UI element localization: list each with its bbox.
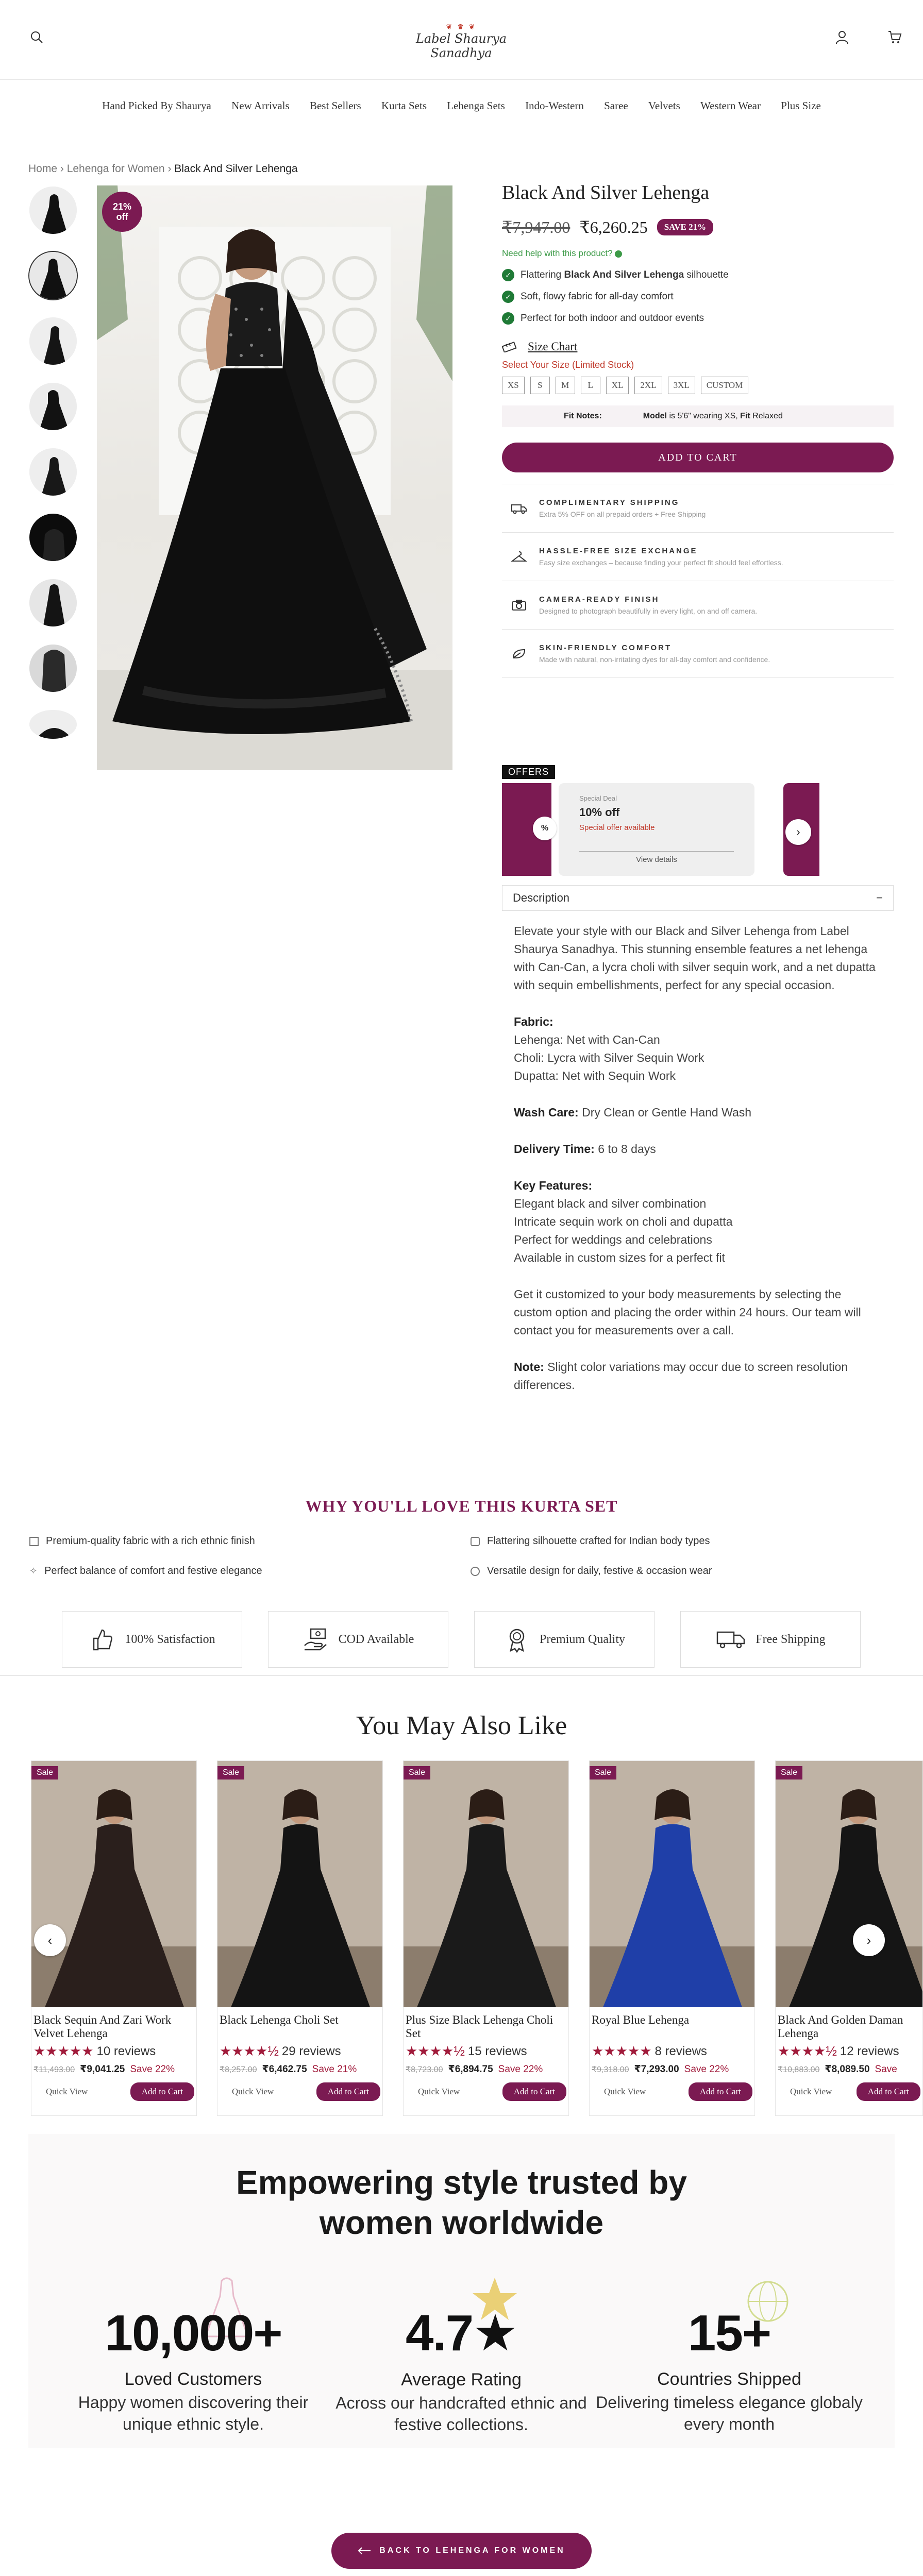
check-icon: ✓: [502, 269, 514, 281]
card-add-to-cart-button[interactable]: Add to Cart: [689, 2082, 752, 2101]
nav-item[interactable]: Kurta Sets: [381, 99, 427, 112]
card-original-price: ₹10,883.00: [778, 2065, 820, 2074]
why-love-text: Versatile design for daily, festive & occasion wear: [487, 1565, 712, 1577]
search-icon[interactable]: [29, 30, 45, 45]
cart-icon[interactable]: [887, 30, 903, 45]
fit-notes-fit: Fit: [740, 412, 750, 420]
sale-price: ₹6,260.25: [579, 218, 648, 236]
key-feature-line: Available in custom sizes for a perfect fit: [514, 1251, 725, 1264]
thumbs-up-icon: [89, 1626, 115, 1653]
quick-view-button[interactable]: Quick View: [232, 2087, 274, 2096]
stat-block: [595, 2304, 863, 2435]
perk-item: [502, 630, 894, 678]
breadcrumb-category[interactable]: Lehenga for Women: [66, 163, 165, 175]
product-card[interactable]: [775, 1760, 923, 2116]
stat-number: 10,000+: [105, 2304, 282, 2361]
logo-crown: ❦ ♛ ❦: [446, 23, 477, 31]
review-count: 29 reviews: [281, 2044, 341, 2058]
stat-block: [327, 2304, 595, 2435]
size-chart-label: Size Chart: [528, 340, 578, 353]
perk-title: HASSLE-FREE SIZE EXCHANGE: [539, 547, 698, 555]
discount-badge: [102, 192, 142, 232]
offer-title: 10% off: [579, 806, 620, 819]
nav-item[interactable]: Velvets: [648, 99, 680, 112]
nav-item[interactable]: Indo-Western: [525, 99, 584, 112]
offers-tag: OFFERS: [502, 765, 555, 779]
why-love-text: Perfect balance of comfort and festive elegance: [44, 1565, 262, 1577]
review-count: 8 reviews: [655, 2044, 707, 2058]
whatsapp-icon: [615, 250, 622, 258]
globe-icon: [471, 1567, 480, 1576]
trust-label: COD Available: [338, 1632, 414, 1646]
stat-subtitle: Delivering timeless elegance globaly every month: [596, 2393, 863, 2433]
why-love-text: Premium-quality fabric with a rich ethnic finish: [46, 1535, 255, 1547]
fabric-block: [514, 1013, 882, 1085]
size-option-custom[interactable]: CUSTOM: [701, 377, 749, 394]
card-sale-price: ₹6,462.75: [262, 2064, 307, 2075]
product-card-rating: [217, 2043, 382, 2059]
stat-subtitle: Across our handcrafted ethnic and festive collections.: [335, 2394, 587, 2434]
original-price: ₹7,947.00: [502, 218, 570, 236]
breadcrumb-separator: ›: [57, 163, 67, 175]
logo-text: Label Shaurya Sanadhya: [415, 31, 507, 60]
perk-subtitle: Easy size exchanges – because finding your perfect fit should feel effortless.: [539, 558, 783, 567]
feature-text: silhouette: [684, 269, 729, 280]
sale-badge: Sale: [31, 1766, 58, 1780]
perk-title: CAMERA-READY FINISH: [539, 595, 660, 604]
product-card-name[interactable]: Plus Size Black Lehenga Choli Set: [406, 2013, 553, 2040]
section-divider: [0, 1675, 923, 1676]
stat-label: Average Rating: [401, 2370, 522, 2389]
card-save-label: Save 22%: [684, 2063, 729, 2075]
rating-stars: ★★★★½: [220, 2043, 279, 2059]
sale-badge: Sale: [776, 1766, 802, 1780]
sale-badge: Sale: [217, 1766, 244, 1780]
rating-stars: ★★★★★: [33, 2043, 94, 2059]
help-link[interactable]: [502, 248, 894, 259]
collapse-icon[interactable]: −: [876, 891, 883, 904]
card-save-label: Save 22%: [130, 2063, 175, 2075]
perk-title: COMPLIMENTARY SHIPPING: [539, 498, 680, 507]
check-icon: ✓: [502, 312, 514, 325]
stats-title: [28, 2162, 895, 2243]
offers-section: [502, 765, 894, 879]
arrow-left-icon: [358, 2547, 371, 2554]
card-save-label: Save 22%: [498, 2063, 543, 2075]
fit-notes-label: Fit Notes:: [564, 412, 602, 420]
product-card-name[interactable]: Royal Blue Lehenga: [592, 2013, 690, 2026]
fabric-line: Dupatta: Net with Sequin Work: [514, 1069, 676, 1082]
wash-care: [514, 1104, 882, 1122]
nav-item[interactable]: Lehenga Sets: [447, 99, 505, 112]
card-sale-price: ₹7,293.00: [634, 2064, 679, 2075]
breadcrumb-separator: ›: [164, 163, 175, 175]
product-card-rating: [776, 2043, 922, 2059]
breadcrumb: [28, 163, 298, 175]
product-card-image[interactable]: [217, 1761, 382, 2007]
medal-icon: [504, 1626, 530, 1653]
size-option-xl[interactable]: XL: [606, 377, 629, 394]
feature-text: Soft, flowy fabric for all-day comfort: [521, 291, 674, 302]
product-card-price: [776, 2059, 922, 2075]
nav-item[interactable]: Saree: [604, 99, 628, 112]
fit-notes-fit-value: Relaxed: [750, 412, 783, 420]
why-love-item: [29, 1565, 262, 1577]
product-card-price: [590, 2059, 754, 2075]
product-title: Black And Silver Lehenga: [502, 182, 710, 204]
fabric-icon: [29, 1537, 39, 1546]
sale-badge: Sale: [404, 1766, 430, 1780]
stat-block: [59, 2304, 327, 2435]
delivery-truck-icon: [715, 1628, 746, 1651]
discount-badge-value: 21%: [112, 201, 132, 212]
description-header[interactable]: [502, 885, 894, 911]
product-card-actions: [590, 2075, 754, 2101]
card-save-label: Save 21%: [312, 2063, 357, 2075]
quick-view-button[interactable]: Quick View: [790, 2087, 832, 2096]
note-text: Slight color variations may occur due to screen resolution differences.: [514, 1360, 848, 1392]
key-feature-line: Intricate sequin work on choli and dupatta: [514, 1215, 733, 1228]
description-intro: Elevate your style with our Black and Silver Lehenga from Label Shaurya Sanadhya. This stunning ensemble features a net lehenga with Can-Can, a lycra choli with silver sequin work, and a net dupatta with sequin embellishments, perfect for any special occasion.: [514, 924, 876, 992]
size-option-l[interactable]: L: [581, 377, 600, 394]
product-card[interactable]: [217, 1760, 383, 2116]
why-love-title: WHY YOU'LL LOVE THIS KURTA SET: [305, 1497, 618, 1515]
product-card-rating: [590, 2043, 754, 2059]
key-features-block: [514, 1177, 882, 1267]
stat-number: 15+: [687, 2304, 771, 2361]
quick-view-button[interactable]: Quick View: [604, 2087, 646, 2096]
hanger-icon: [511, 551, 527, 563]
trust-badge: [62, 1611, 242, 1668]
stat-label: Loved Customers: [124, 2369, 262, 2389]
feature-item: [502, 269, 894, 281]
product-card-actions: [776, 2075, 922, 2101]
customization-text: Get it customized to your body measurements by selecting the custom option and placing the order within 24 hours. Our team will contact you for measurements over a call.: [514, 1287, 861, 1337]
product-card-image[interactable]: [776, 1761, 922, 2007]
nav-item[interactable]: Plus Size: [781, 99, 821, 112]
product-card-actions: [217, 2075, 382, 2101]
site-logo[interactable]: [389, 23, 533, 59]
stat-label: Countries Shipped: [657, 2369, 801, 2389]
perk-item: [502, 581, 894, 630]
fit-notes-detail: is 5'6" wearing XS,: [667, 412, 741, 420]
camera-icon: [511, 599, 527, 612]
stats-section: [28, 2134, 895, 2448]
trust-label: Premium Quality: [540, 1632, 625, 1646]
stat-subtitle: Happy women discovering their unique ethnic style.: [78, 2393, 309, 2433]
size-options: [502, 377, 894, 394]
back-to-collection-button[interactable]: [331, 2533, 592, 2569]
thumbnail-list: [28, 185, 80, 756]
size-chart-link[interactable]: [502, 340, 894, 353]
delivery-time-value: 6 to 8 days: [594, 1142, 656, 1156]
product-card-price: [31, 2059, 196, 2075]
card-add-to-cart-button[interactable]: Add to Cart: [130, 2082, 194, 2101]
sale-badge: Sale: [590, 1766, 616, 1780]
product-card[interactable]: [589, 1760, 755, 2116]
perk-subtitle: Extra 5% OFF on all prepaid orders + Free Shipping: [539, 510, 706, 518]
feature-list: [502, 269, 894, 325]
stats-title-line: Empowering style trusted by: [236, 2164, 687, 2201]
offer-subtitle: Special offer available: [579, 823, 655, 832]
account-icon[interactable]: [835, 30, 850, 45]
size-option-xs[interactable]: XS: [502, 377, 525, 394]
breadcrumb-current: Black And Silver Lehenga: [174, 163, 298, 175]
rating-stars: ★★★★½: [778, 2043, 837, 2059]
nav-item[interactable]: New Arrivals: [231, 99, 290, 112]
save-badge: SAVE 21%: [657, 219, 713, 235]
product-card-name[interactable]: Black And Golden Daman Lehenga: [778, 2013, 903, 2040]
sparkle-icon: ✧: [29, 1566, 38, 1576]
rating-stars: ★★★★★: [592, 2043, 652, 2059]
product-card[interactable]: [403, 1760, 569, 2116]
perk-title: SKIN-FRIENDLY COMFORT: [539, 643, 672, 652]
size-option-3xl[interactable]: 3XL: [668, 377, 695, 394]
product-thumbnail[interactable]: [28, 382, 78, 431]
product-card-image[interactable]: [590, 1761, 754, 2007]
discount-badge-suffix: off: [116, 212, 128, 222]
fit-notes: [502, 405, 894, 427]
why-love-item: [29, 1535, 255, 1547]
stats-title-line: women worldwide: [319, 2204, 604, 2241]
stat-number: 4.7★: [405, 2304, 517, 2361]
key-feature-line: Elegant black and silver combination: [514, 1197, 707, 1210]
offer-card[interactable]: [559, 783, 754, 876]
description-title: Description: [513, 891, 570, 904]
leaf-icon: [511, 648, 527, 660]
feature-text: Flattering: [521, 269, 564, 280]
fabric-line: Choli: Lycra with Silver Sequin Work: [514, 1051, 704, 1064]
product-info: [502, 181, 894, 678]
truck-icon: [511, 503, 527, 514]
feature-item: [502, 291, 894, 303]
feature-item: [502, 312, 894, 325]
carousel-next-button[interactable]: ›: [853, 1924, 885, 1956]
product-main-image[interactable]: [97, 185, 452, 770]
trust-label: Free Shipping: [756, 1632, 826, 1646]
card-add-to-cart-button[interactable]: Add to Cart: [502, 2082, 566, 2101]
delivery-time-label: Delivery Time:: [514, 1142, 595, 1156]
add-to-cart-button[interactable]: ADD TO CART: [502, 443, 894, 472]
perk-item: [502, 533, 894, 581]
trust-badge: [680, 1611, 861, 1668]
price-row: [502, 217, 894, 237]
product-card-image[interactable]: [31, 1761, 196, 2007]
product-card-price: [404, 2059, 568, 2075]
card-add-to-cart-button[interactable]: Add to Cart: [316, 2082, 380, 2101]
why-love-text: Flattering silhouette crafted for Indian body types: [487, 1535, 710, 1547]
cash-hand-icon: [303, 1626, 329, 1653]
trust-badge: [268, 1611, 448, 1668]
recommendations-title: You May Also Like: [356, 1711, 567, 1740]
quick-view-button[interactable]: Quick View: [46, 2087, 88, 2096]
card-sale-price: ₹6,894.75: [448, 2064, 493, 2075]
why-love-item: [471, 1565, 712, 1577]
product-card-name[interactable]: Black Sequin And Zari Work Velvet Lehenga: [33, 2013, 172, 2040]
product-card-actions: [404, 2075, 568, 2101]
note-label: Note:: [514, 1360, 544, 1374]
card-add-to-cart-button[interactable]: Add to Cart: [857, 2082, 920, 2101]
card-sale-price: ₹9,041.25: [80, 2064, 125, 2075]
feature-text: Perfect for both indoor and outdoor events: [521, 313, 704, 324]
offer-coupon-icon: %: [533, 817, 557, 840]
perk-subtitle: Made with natural, non-irritating dyes for all-day comfort and confidence.: [539, 655, 770, 664]
size-option-s[interactable]: S: [530, 377, 550, 394]
nav-item[interactable]: Hand Picked By Shaurya: [102, 99, 211, 112]
why-love-item: [471, 1535, 710, 1547]
card-original-price: ₹8,257.00: [220, 2065, 257, 2074]
card-sale-price: ₹8,089.50: [825, 2064, 870, 2075]
product-thumbnail[interactable]: [28, 185, 78, 235]
card-original-price: ₹9,318.00: [592, 2065, 629, 2074]
product-thumbnail[interactable]: [28, 447, 78, 497]
card-original-price: ₹8,723.00: [406, 2065, 443, 2074]
wash-care-label: Wash Care:: [514, 1106, 579, 1119]
offers-next-button[interactable]: ›: [785, 819, 811, 845]
help-link-text: Need help with this product?: [502, 248, 613, 258]
product-thumbnail[interactable]: [28, 643, 78, 693]
trust-badge: [474, 1611, 655, 1668]
silhouette-icon: [471, 1537, 480, 1546]
wash-care-value: Dry Clean or Gentle Hand Wash: [578, 1106, 752, 1119]
review-count: 12 reviews: [840, 2044, 899, 2058]
review-count: 10 reviews: [96, 2044, 156, 2058]
product-card-rating: [31, 2043, 196, 2059]
product-card-image[interactable]: [404, 1761, 568, 2007]
ruler-icon: [502, 341, 521, 352]
site-header: [0, 0, 923, 80]
nav-item[interactable]: Western Wear: [700, 99, 761, 112]
product-thumbnail[interactable]: [28, 251, 78, 300]
product-card-price: [217, 2059, 382, 2075]
product-card-name[interactable]: Black Lehenga Choli Set: [220, 2013, 339, 2026]
back-button-label: BACK TO LEHENGA FOR WOMEN: [379, 2546, 565, 2555]
product-card-rating: [404, 2043, 568, 2059]
size-option-2xl[interactable]: 2XL: [634, 377, 662, 394]
rating-stars: ★★★★½: [406, 2043, 465, 2059]
offer-divider: [579, 851, 734, 852]
fabric-label: Fabric:: [514, 1015, 553, 1028]
product-card-actions: [31, 2075, 196, 2101]
nav-item[interactable]: Best Sellers: [309, 99, 361, 112]
offer-view-details-link[interactable]: View details: [636, 855, 677, 864]
note: [514, 1358, 882, 1394]
quick-view-button[interactable]: Quick View: [418, 2087, 460, 2096]
main-nav: [0, 99, 923, 112]
perk-subtitle: Designed to photograph beautifully in every light, on and off camera.: [539, 607, 758, 615]
fit-notes-model: Model: [643, 412, 667, 420]
fit-notes-text: [643, 412, 783, 421]
fabric-line: Lehenga: Net with Can-Can: [514, 1033, 660, 1046]
product-thumbnail[interactable]: [28, 709, 78, 740]
feature-highlight: Black And Silver Lehenga: [564, 269, 684, 280]
description-section: [502, 885, 894, 1413]
trust-label: 100% Satisfaction: [125, 1632, 215, 1646]
offer-kicker: Special Deal: [579, 794, 617, 802]
product-thumbnail[interactable]: [28, 316, 78, 366]
key-feature-line: Perfect for weddings and celebrations: [514, 1233, 712, 1246]
card-original-price: ₹11,493.00: [33, 2065, 75, 2074]
perk-item: [502, 484, 894, 533]
perk-list: [502, 484, 894, 678]
carousel-prev-button[interactable]: ‹: [34, 1924, 66, 1956]
review-count: 15 reviews: [467, 2044, 527, 2058]
key-features-label: Key Features:: [514, 1179, 593, 1192]
card-save-label: Save: [875, 2063, 897, 2075]
breadcrumb-home[interactable]: Home: [28, 163, 58, 175]
description-body: [502, 911, 894, 1394]
size-option-m[interactable]: M: [556, 377, 575, 394]
select-size-label: Select Your Size (Limited Stock): [502, 360, 634, 370]
product-thumbnail[interactable]: [28, 513, 78, 562]
check-icon: ✓: [502, 291, 514, 303]
product-thumbnail[interactable]: [28, 578, 78, 628]
delivery-time: [514, 1140, 882, 1158]
